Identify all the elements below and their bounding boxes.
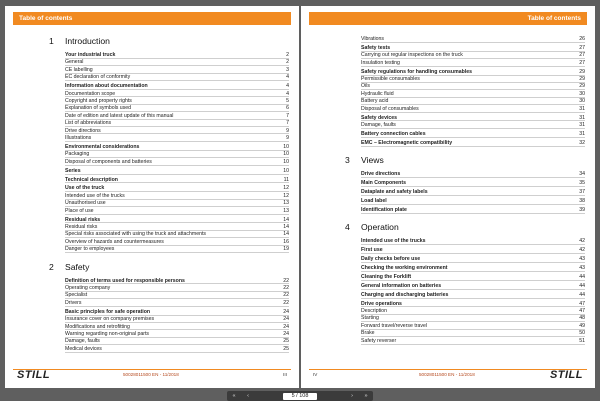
- toc-entry[interactable]: [13, 185, 289, 192]
- toc-entry-page: 19: [283, 246, 289, 253]
- toc-entry-page: 2: [286, 52, 289, 58]
- toc-entry-page: 6: [286, 105, 289, 112]
- toc-entry-title: Carrying out regular inspections on the truck: [361, 52, 463, 59]
- toc-entry-title: Specialist: [65, 292, 88, 299]
- toc-entry-title: CE labelling: [65, 66, 93, 73]
- viewer-toolbar: [227, 391, 373, 401]
- prev-page-button[interactable]: ‹: [247, 393, 249, 399]
- toc-entry-page: 44: [579, 282, 585, 289]
- toc-entry[interactable]: [13, 120, 289, 127]
- toc-entry-title: Charging and discharging batteries: [361, 291, 449, 298]
- toc-entry[interactable]: [309, 115, 585, 122]
- toc-entry-page: 7: [286, 120, 289, 127]
- toc-entry-page: 13: [283, 200, 289, 207]
- toc-entry-page: 38: [579, 197, 585, 204]
- toc-entry-title: Overview of hazards and countermeasures: [65, 238, 164, 245]
- toc-entry[interactable]: [309, 238, 585, 245]
- toc-entry-title: Packaging: [65, 151, 90, 158]
- toc-entry[interactable]: [13, 224, 289, 231]
- toc-entry-page: 5: [286, 97, 289, 104]
- toc-entry-title: Your industrial truck: [65, 52, 116, 58]
- toc-entry[interactable]: [13, 105, 289, 112]
- toc-entry-page: 29: [579, 68, 585, 75]
- toc-entry-title: Environmental considerations: [65, 143, 140, 150]
- toc-entry[interactable]: [13, 285, 289, 292]
- toc-entry[interactable]: [13, 144, 289, 151]
- toc-entry[interactable]: [309, 274, 585, 281]
- toc-entry[interactable]: [309, 283, 585, 290]
- toc-entry-title: Description: [361, 307, 387, 314]
- toc-entry[interactable]: [309, 292, 585, 299]
- page-footer: [309, 369, 587, 380]
- toc-entry[interactable]: [309, 308, 585, 315]
- section-heading[interactable]: [13, 36, 289, 46]
- toc-entry-page: 10: [283, 167, 289, 174]
- toc-entry-title: Unauthorised use: [65, 200, 106, 207]
- toc-entry-title: Warning regarding non-original parts: [65, 330, 150, 337]
- toc-entry-title: Daily checks before use: [361, 256, 421, 263]
- toc-entry[interactable]: [13, 83, 289, 90]
- toc-entry[interactable]: [13, 331, 289, 338]
- toc-entry[interactable]: [309, 52, 585, 59]
- toc-entry-page: 10: [283, 143, 289, 150]
- toc-entry-title: Technical description: [65, 176, 118, 183]
- toc-entry[interactable]: [309, 301, 585, 308]
- toc-entry-page: 31: [579, 114, 585, 121]
- toc-entry-page: 4: [286, 74, 289, 81]
- toc-entry-page: 30: [579, 90, 585, 97]
- toc-entry[interactable]: [13, 338, 289, 345]
- toc-entry[interactable]: [13, 74, 289, 81]
- toc-entry[interactable]: [13, 292, 289, 299]
- toc-entry-title: Hydraulic fluid: [361, 90, 394, 97]
- toc-entry-page: 49: [579, 322, 585, 329]
- toc-entry-title: Series: [65, 167, 81, 174]
- toc-entry-title: Brake: [361, 330, 375, 337]
- toc-entry-page: 10: [283, 158, 289, 165]
- toc-entry-page: 27: [579, 59, 585, 66]
- toc-entry-title: Vibrations: [361, 36, 384, 42]
- toc-entry-title: Oils: [361, 83, 370, 90]
- section-number: 1: [49, 36, 54, 46]
- toc-entry-title: Safety devices: [361, 114, 398, 121]
- toc-entry-page: 35: [579, 180, 585, 187]
- toc-entry-page: 14: [283, 231, 289, 238]
- toc-entry[interactable]: [309, 76, 585, 83]
- toc-entry-title: Copyright and property rights: [65, 97, 132, 104]
- toc-entry-title: Drivers: [65, 299, 82, 306]
- toc-entry[interactable]: [309, 83, 585, 90]
- toc-entry[interactable]: [309, 45, 585, 52]
- toc-entry-title: Date of edition and latest update of this manual: [65, 112, 174, 119]
- toc-entry-title: Battery acid: [361, 98, 389, 105]
- toc-entry-page: 22: [283, 299, 289, 306]
- toc-entry[interactable]: [309, 36, 585, 43]
- toc-entry-title: Permissible consumables: [361, 76, 420, 83]
- toc-entry-title: Damage, faults: [65, 338, 100, 345]
- first-page-button[interactable]: «: [232, 393, 236, 399]
- toc-entry[interactable]: [13, 300, 289, 307]
- toc-entry-page: 25: [283, 338, 289, 345]
- toc-entry-title: Load label: [361, 197, 387, 204]
- toc-entry[interactable]: [309, 171, 585, 178]
- toc-entry-title: Safety reverser: [361, 337, 397, 344]
- toc-entry-title: Operating company: [65, 284, 111, 291]
- toc-entry-title: Intended use of the trucks: [65, 192, 125, 199]
- toc-entry[interactable]: [13, 208, 289, 215]
- toc-entry[interactable]: [13, 128, 289, 135]
- toc-entry-title: Illustrations: [65, 134, 92, 141]
- toc-entry-page: 25: [283, 345, 289, 352]
- toc-entry-page: 34: [579, 171, 585, 178]
- toc-entry-page: 47: [579, 300, 585, 307]
- toc-entry-title: Damage, faults: [361, 121, 396, 128]
- page-footer: [13, 369, 291, 380]
- toc-entry[interactable]: [13, 159, 289, 166]
- toc-entry-title: Documentation scope: [65, 90, 116, 97]
- still-logo: STILL: [549, 369, 583, 381]
- page-number-input[interactable]: 5 / 108: [283, 393, 317, 400]
- toc-entry[interactable]: [309, 69, 585, 76]
- toc-entry-page: 31: [579, 121, 585, 128]
- toc-entry-page: 13: [283, 207, 289, 214]
- toc-entry-title: Insulation testing: [361, 59, 400, 66]
- toc-entry-title: Special risks associated with using the truck and attachments: [65, 231, 206, 238]
- toc-entry-page: 24: [283, 330, 289, 337]
- page-indicator: [255, 393, 345, 400]
- toc-entry-page: 12: [283, 185, 289, 192]
- toc-entry-page: 22: [283, 292, 289, 299]
- toc-entry-page: 29: [579, 83, 585, 90]
- toc-entry-page: 31: [579, 130, 585, 137]
- toc-entry[interactable]: [13, 177, 289, 184]
- toc-entry-page: 22: [283, 277, 289, 284]
- toc-entry[interactable]: [309, 98, 585, 105]
- footer-doc-number: 50028011500 EN - 11/2018: [123, 372, 179, 377]
- toc-entry-page: 27: [579, 52, 585, 59]
- toc-entry-page: 48: [579, 315, 585, 322]
- toc-entry-page: 44: [579, 291, 585, 298]
- section-heading[interactable]: [309, 222, 585, 232]
- toc-entry-page: 12: [283, 192, 289, 199]
- toc-entry[interactable]: [309, 256, 585, 263]
- toc-entry-page: 3: [286, 66, 289, 73]
- toc-entry[interactable]: [13, 91, 289, 98]
- page-header: Table of contents: [13, 12, 291, 25]
- section-title: Safety: [65, 261, 90, 272]
- toc-entry[interactable]: [309, 323, 585, 330]
- section-number: 3: [345, 155, 350, 166]
- toc-entry-title: EMC – Electromagnetic compatibility: [361, 139, 453, 146]
- toc-entry-title: Checking the working environment: [361, 264, 448, 271]
- toc-entry-title: Forward travel/reverse travel: [361, 322, 428, 329]
- toc-entry-title: Residual risks: [65, 223, 98, 230]
- toc-entry-page: 2: [286, 59, 289, 66]
- document-page-right: [301, 6, 595, 388]
- toc-entry-page: 27: [579, 44, 585, 51]
- section-heading[interactable]: [309, 155, 585, 165]
- toc-entry-page: 37: [579, 189, 585, 195]
- toc-entry-title: Place of use: [65, 207, 94, 214]
- toc-entry-title: First use: [361, 247, 383, 254]
- section-heading[interactable]: [13, 262, 289, 272]
- toc-entry-title: Safety regulations for handling consumables: [361, 68, 472, 75]
- toc-entry[interactable]: [309, 122, 585, 129]
- toc-content: [309, 36, 585, 345]
- toc-entry-page: 42: [579, 247, 585, 254]
- toc-entry-page: 4: [286, 83, 289, 90]
- toc-entry-title: Battery connection cables: [361, 130, 426, 137]
- section-number: 4: [345, 222, 350, 233]
- toc-entry-page: 14: [283, 223, 289, 230]
- toc-entry[interactable]: [13, 59, 289, 66]
- still-logo: STILL: [17, 369, 51, 381]
- toc-entry-page: 26: [579, 36, 585, 42]
- toc-entry[interactable]: [309, 338, 585, 345]
- toc-entry[interactable]: [309, 265, 585, 272]
- toc-entry[interactable]: [309, 189, 585, 196]
- toc-entry-title: Danger to employees: [65, 246, 115, 253]
- toc-entry[interactable]: [309, 106, 585, 113]
- toc-entry-title: Main Components: [361, 180, 406, 187]
- toc-entry-page: 7: [286, 112, 289, 119]
- toc-entry[interactable]: [309, 198, 585, 205]
- footer-page-number: III: [283, 372, 287, 377]
- toc-entry-title: Drive directions: [361, 171, 401, 178]
- toc-entry-page: 44: [579, 273, 585, 280]
- toc-entry-page: 31: [579, 105, 585, 112]
- toc-entry-page: 43: [579, 264, 585, 271]
- toc-entry-page: 4: [286, 90, 289, 97]
- toc-entry-page: 10: [283, 151, 289, 158]
- toc-entry[interactable]: [13, 200, 289, 207]
- toc-entry-page: 32: [579, 139, 585, 146]
- toc-entry-page: 43: [579, 256, 585, 263]
- toc-entry[interactable]: [13, 309, 289, 316]
- toc-entry[interactable]: [13, 246, 289, 253]
- toc-entry-title: EC declaration of conformity: [65, 74, 131, 81]
- toc-entry[interactable]: [13, 231, 289, 238]
- toc-entry[interactable]: [309, 180, 585, 187]
- toc-entry-page: 16: [283, 238, 289, 245]
- toc-entry-page: 22: [283, 284, 289, 291]
- toc-entry[interactable]: [309, 140, 585, 147]
- toc-entry[interactable]: [309, 247, 585, 254]
- toc-entry-page: 11: [283, 176, 289, 183]
- toc-entry[interactable]: [309, 91, 585, 98]
- toc-entry-page: 24: [283, 316, 289, 323]
- toc-entry[interactable]: [13, 151, 289, 158]
- toc-entry-title: Dataplate and safety labels: [361, 189, 428, 195]
- toc-entry-title: Explanation of symbols used: [65, 105, 132, 112]
- toc-entry[interactable]: [13, 67, 289, 74]
- document-page-left: [5, 6, 299, 388]
- toc-entry[interactable]: [13, 324, 289, 331]
- toc-entry-page: 14: [283, 216, 289, 223]
- toc-entry-title: Drive operations: [361, 300, 402, 307]
- toc-entry-title: Medical devices: [65, 345, 102, 352]
- toc-entry-title: Residual risks: [65, 216, 101, 223]
- toc-entry-title: Safety tests: [361, 44, 391, 51]
- toc-entry[interactable]: [309, 60, 585, 67]
- toc-entry-title: List of abbreviations: [65, 120, 112, 127]
- toc-entry-title: Use of the truck: [65, 185, 105, 192]
- toc-entry-title: General information on batteries: [361, 282, 442, 289]
- toc-entry-title: Cleaning the Forklift: [361, 273, 412, 280]
- toc-entry[interactable]: [13, 193, 289, 200]
- toc-entry[interactable]: [13, 217, 289, 224]
- page-header: Table of contents: [309, 12, 587, 25]
- toc-entry-page: 29: [579, 76, 585, 83]
- section-title: Views: [361, 155, 384, 166]
- toc-entry-title: General: [65, 59, 84, 66]
- toc-entry[interactable]: [13, 239, 289, 246]
- toc-entry-page: 30: [579, 98, 585, 105]
- section-title: Introduction: [65, 36, 110, 46]
- next-page-button[interactable]: ›: [351, 393, 353, 399]
- toc-entry-title: Information about documentation: [65, 83, 148, 90]
- toc-entry-title: Disposal of components and batteries: [65, 158, 152, 165]
- toc-entry-page: 24: [283, 323, 289, 330]
- toc-entry-title: Intended use of the trucks: [361, 238, 426, 245]
- toc-entry-title: Drive directions: [65, 127, 101, 134]
- toc-entry-page: 9: [286, 134, 289, 141]
- section-number: 2: [49, 261, 54, 272]
- footer-page-number: IV: [313, 372, 318, 377]
- toc-entry[interactable]: [309, 315, 585, 322]
- toc-entry-page: 9: [286, 127, 289, 134]
- toc-entry-title: Starting: [361, 315, 379, 322]
- toc-entry[interactable]: [13, 278, 289, 285]
- toc-entry-page: 50: [579, 330, 585, 337]
- toc-entry-title: Modifications and retrofitting: [65, 323, 130, 330]
- toc-entry-page: 51: [579, 337, 585, 344]
- toc-entry[interactable]: [309, 330, 585, 337]
- toc-entry-title: Disposal of consumables: [361, 105, 419, 112]
- toc-entry-page: 42: [579, 238, 585, 245]
- toc-entry-page: 47: [579, 307, 585, 314]
- toc-entry-title: Identification plate: [361, 206, 407, 213]
- toc-entry[interactable]: [13, 346, 289, 353]
- toc-entry-page: 24: [283, 308, 289, 315]
- toc-entry[interactable]: [13, 98, 289, 105]
- toc-entry[interactable]: [13, 135, 289, 142]
- toc-entry[interactable]: [309, 131, 585, 138]
- toc-entry[interactable]: [13, 52, 289, 59]
- toc-entry-title: Insurance cover on company premises: [65, 316, 155, 323]
- last-page-button[interactable]: »: [364, 393, 368, 399]
- toc-entry-title: Definition of terms used for responsible persons: [65, 277, 185, 284]
- toc-entry[interactable]: [13, 316, 289, 323]
- toc-content: [13, 36, 289, 353]
- toc-entry[interactable]: [13, 168, 289, 175]
- footer-doc-number: 50028011500 EN - 11/2018: [419, 372, 475, 377]
- toc-entry[interactable]: [309, 207, 585, 214]
- toc-entry-title: Basic principles for safe operation: [65, 308, 151, 315]
- section-title: Operation: [361, 222, 399, 233]
- toc-entry[interactable]: [13, 113, 289, 120]
- toc-entry-page: 39: [579, 206, 585, 213]
